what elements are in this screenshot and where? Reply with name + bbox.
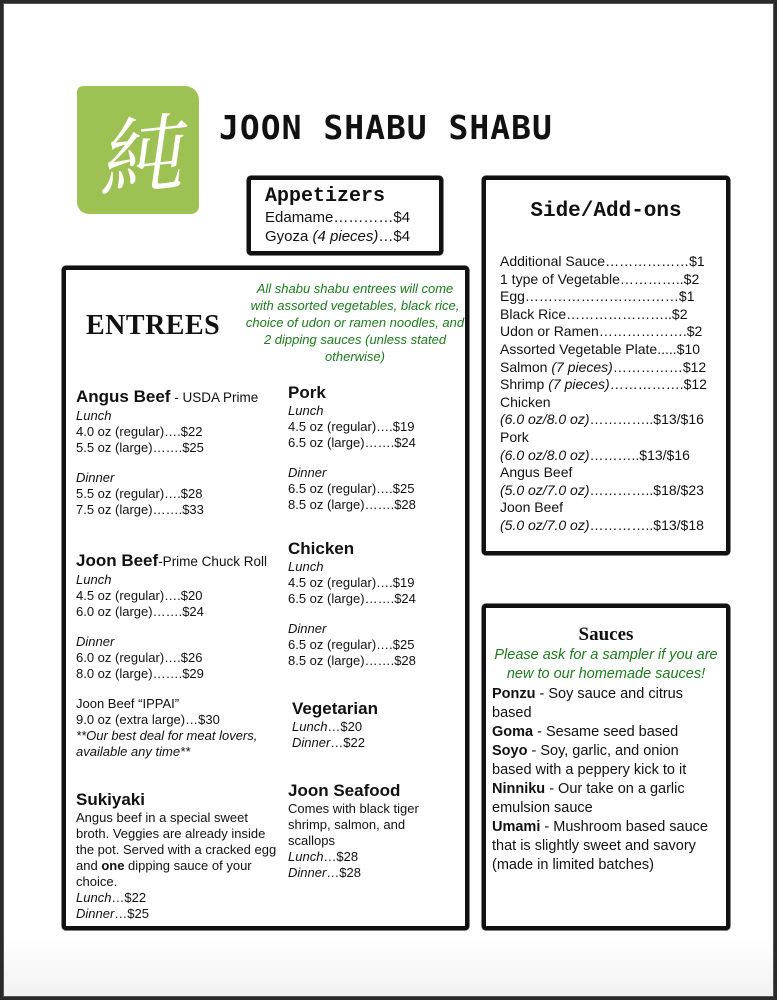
menu-line: Assorted Vegetable Plate.....$10 (500, 340, 701, 357)
appetizers-title: Appetizers (265, 185, 386, 208)
sauce-item: Ponzu - Soy sauce and citrus based (492, 686, 683, 721)
restaurant-name: JOON SHABU SHABU (219, 108, 553, 147)
menu-line: Gyoza (4 pieces)…$4 (265, 228, 411, 245)
menu-line: Shrimp (7 pieces)…………….$12 (500, 376, 707, 393)
sauce-item: Ninniku - Our take on a garlic emulsion sauce (492, 781, 685, 816)
restaurant-logo (77, 86, 199, 214)
menu-line: Angus Beef (500, 464, 573, 481)
entree-sukiyaki: Sukiyaki Angus beef in a special sweet broth. Veggies are already inside the pot. Served with a cracked egg and one dipping sauce of your choice. Lunch…$22 Dinner…$25 (76, 790, 277, 921)
page-shadow (4, 936, 773, 996)
entree-pork: Pork Lunch 4.5 oz (regular)….$19 6.5 oz (large)…….$24 Dinner 6.5 oz (regular)….$25 8.5 oz (large)…….$28 (288, 383, 416, 512)
menu-page (3, 3, 774, 997)
menu-line: Udon or Ramen……………….$2 (500, 323, 703, 340)
menu-line: (5.0 oz/7.0 oz)…………..$18/$23 (500, 481, 704, 498)
entree-angus-beef: Angus Beef - USDA Prime Lunch 4.0 oz (regular)….$22 5.5 oz (large)…….$25 Dinner 5.5 oz (regular)….$28 7.5 oz (large)…….$33 (76, 387, 259, 517)
entrees-left-column (76, 387, 281, 922)
menu-line: 1 type of Vegetable…………..$2 (500, 270, 700, 287)
menu-line: Additional Sauce………………$1 (500, 253, 705, 269)
entree-joon-beef: Joon Beef-Prime Chuck Roll Lunch 4.5 oz (regular)….$20 6.0 oz (large)…….$24 Dinner 6.0 oz (regular)….$26 8.0 oz (large)…….$29 Joon Beef “IPPAI” 9.0 oz (extra large)…$30 **Our best deal for meat lovers, available any time** (76, 551, 267, 759)
sides-box (482, 176, 730, 555)
sauce-item: Soyo - Soy, garlic, and onion based with a peppery kick to it (492, 743, 687, 778)
menu-line: (6.0 oz/8.0 oz)…………..$13/$16 (500, 411, 704, 428)
menu-line: Egg……………………………$1 (500, 288, 695, 305)
entrees-right-column (288, 383, 468, 881)
entrees-title: ENTREES (86, 310, 221, 341)
menu-line: (6.0 oz/8.0 oz)………..$13/$16 (500, 446, 690, 463)
menu-line: Pork (500, 428, 529, 445)
entree-joon-seafood: Joon Seafood Comes with black tiger shrimp, salmon, and scallops Lunch…$28 Dinner…$28 (288, 781, 419, 880)
menu-line: Black Rice…………………..$2 (500, 305, 688, 322)
logo-calligraphy-icon: 純 (91, 103, 186, 210)
entree-vegetarian: Vegetarian Lunch…$20 Dinner…$22 (292, 699, 378, 750)
sauces-box (482, 604, 730, 930)
menu-line: (5.0 oz/7.0 oz)…………..$13/$18 (500, 516, 704, 533)
sides-title: Side/Add-ons (530, 200, 682, 223)
sauces-subtitle: Please ask for a sampler if you are new to our homemade sauces! (494, 647, 718, 682)
sauce-item: Goma - Sesame seed based (492, 724, 679, 740)
menu-line: Joon Beef (500, 499, 564, 516)
entrees-note: All shabu shabu entrees will come with assorted vegetables, black rice, choice of udon or ramen noodles, and 2 dipping sauces (unless stated otherwise) (245, 281, 465, 364)
entree-chicken: Chicken Lunch 4.5 oz (regular)….$19 6.5 oz (large)…….$24 Dinner 6.5 oz (regular)….$25 8.5 oz (large)…….$28 (288, 539, 416, 668)
sauces-title: Sauces (578, 624, 634, 645)
appetizers-box (247, 176, 443, 255)
entrees-box (62, 266, 469, 930)
sauce-item: Umami - Mushroom based sauce that is slightly sweet and savory (made in limited batches) (492, 819, 708, 873)
menu-line: Chicken (500, 393, 551, 410)
menu-line: Edamame…………$4 (265, 209, 411, 226)
menu-line: Salmon (7 pieces)……………$12 (500, 358, 707, 375)
